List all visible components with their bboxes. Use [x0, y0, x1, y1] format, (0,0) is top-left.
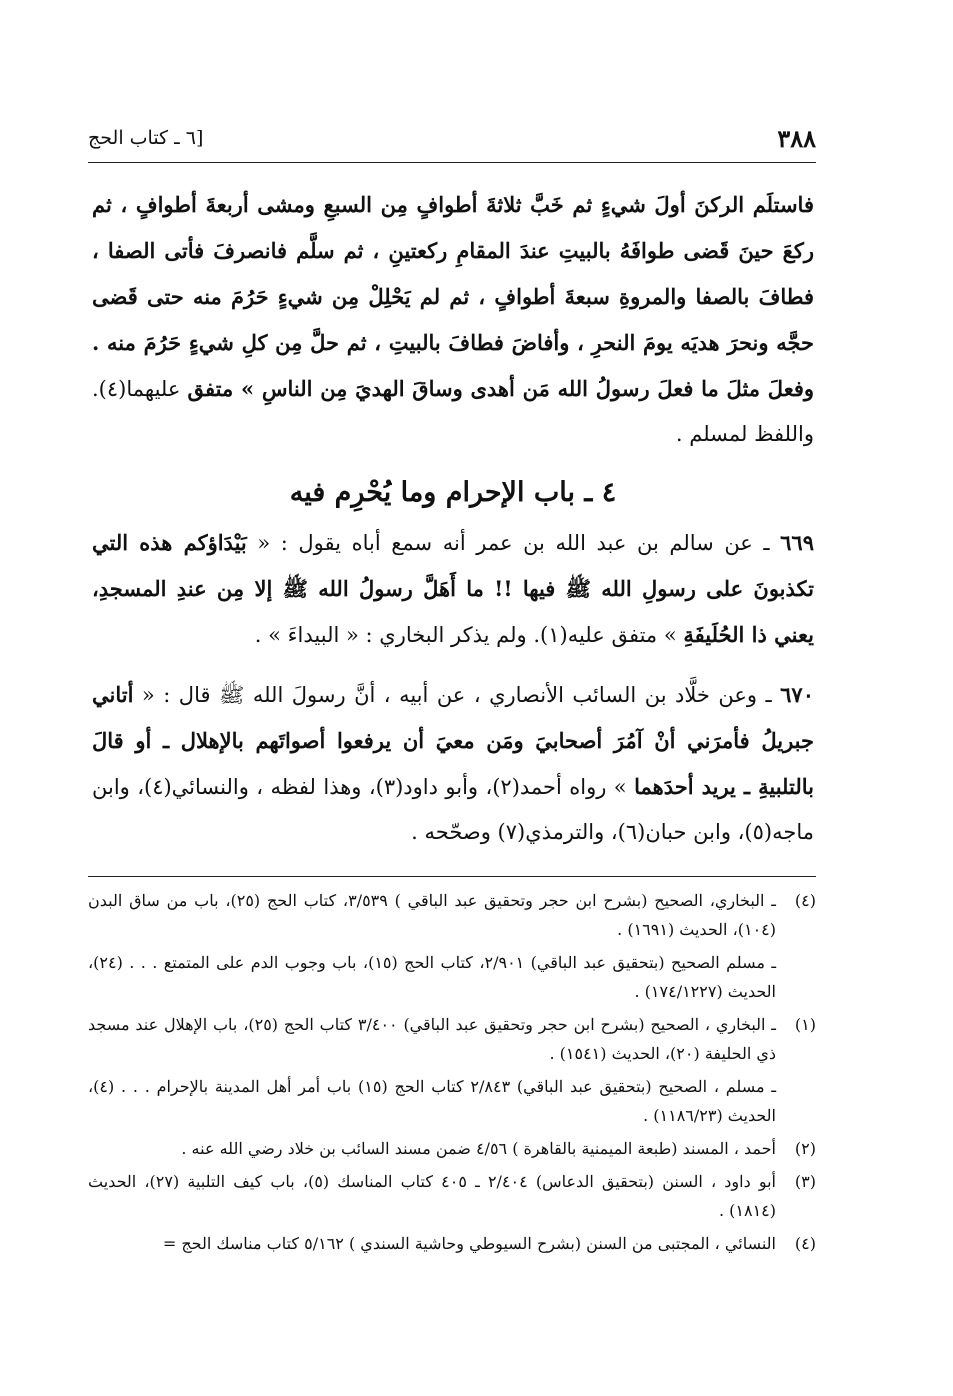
footnote [88, 1134, 816, 1163]
footnote-number [776, 948, 816, 1006]
footnote-text: ـ البخاري ، الصحيح (بشرح ابن حجر وتحقيق عبد الباقي) ٣/٤٠٠ كتاب الحج (٢٥)، باب الإهلال عند مسجد ذي الحليفة (٢٠)، الحديث (١٥٤١) . [88, 1015, 776, 1063]
citation-text: عليهما(٤). واللفظ لمسلم . [92, 377, 814, 446]
hadith-citation: » رواه أحمد(٢)، وأبو داود(٣)، وهذا لفظه ، والنسائي(٤)، وابن ماجه(٥)، وابن حبان(٦)، والترمذي(٧) وصحّحه . [92, 775, 814, 844]
footnote-number: (٤) [794, 891, 816, 910]
hadith-citation: » متفق عليه(١). ولم يذكر البخاري : « البيداءَ » . [254, 623, 677, 647]
hadith-670 [92, 672, 814, 855]
footnote [88, 1229, 816, 1258]
main-text [92, 182, 814, 855]
hadith-matn: أتاني جبريلُ فأمرَني أنْ آمُرَ أصحابيَ ومَن معيَ أن يرفعوا أصواتَهم بالإهلال ـ أو قالَ بالتلبيةِ ـ يريد أحدَهما [92, 682, 814, 799]
footnote-number: (٤) [794, 1234, 816, 1253]
footnote [88, 886, 816, 944]
footnote-text: أبو داود ، السنن (بتحقيق الدعاس) ٢/٤٠٤ ـ ٤٠٥ كتاب المناسك (٥)، باب كيف التلبية (٢٧)، الحديث (١٨١٤) . [88, 1172, 777, 1220]
hadith-number: ٦٦٩ [780, 530, 814, 555]
footnote [88, 948, 816, 1006]
footnote-text: ـ البخاري، الصحيح (بشرح ابن حجر وتحقيق عبد الباقي ) ٣/٥٣٩، كتاب الحج (٢٥)، باب من ساق البدن (١٠٤)، الحديث (١٦٩١) . [88, 891, 776, 939]
footnotes [88, 886, 816, 1262]
hadith-isnad: ـ عن سالم بن عبد الله بن عمر أنه سمع أباه يقول : « [257, 531, 770, 555]
hadith-isnad: ـ وعن خلَّاد بن السائب الأنصاري ، عن أبيه ، أنَّ رسولَ الله ﷺ قال : « [141, 683, 772, 707]
page-header [88, 118, 816, 163]
chapter-title: ٤ ـ باب الإحرام وما يُحْرِم فيه [289, 477, 617, 508]
footnote-text: ـ مسلم ، الصحيح (بتحقيق عبد الباقي) ٢/٨٤٣ كتاب الحج (١٥) باب أمر أهل المدينة بالإحرام . . . (٤)، الحديث (١١٨٦/٢٣) . [88, 1077, 777, 1125]
paragraph-continuation [92, 182, 814, 457]
footnote-number: (٣) [794, 1172, 816, 1191]
hadith-matn: بَيْدَاؤكم هذه التي تكذبونَ على رسولِ الله ﷺ فيها !! ما أَهَلَّ رسولُ الله ﷺ إلا مِن عندِ المسجدِ، يعني ذا الحُلَيفَةِ [92, 530, 814, 647]
hadith-number: ٦٧٠ [780, 682, 814, 707]
footnote-text: أحمد ، المسند (طبعة الميمنية بالقاهرة ) ٤/٥٦ ضمن مسند السائب بن خلاد رضي الله عنه . [181, 1139, 776, 1158]
footnote [88, 1010, 816, 1068]
page-number: ٣٨٨ [777, 123, 816, 153]
footnote-number: (٢) [794, 1139, 816, 1158]
footnote-divider [88, 876, 816, 877]
footnote-number: (١) [794, 1015, 816, 1034]
running-head: [٦ ـ كتاب الحج [88, 127, 204, 149]
footnote [88, 1072, 816, 1130]
hadith-text: فاستلَم الركنَ أولَ شيءٍ ثم خَبَّ ثلاثةَ أطوافٍ مِن السبعِ ومشى أربعةَ أطوافٍ ، ثم ركعَ حينَ قَضى طوافَهُ بالبيتِ عندَ المقامِ ركعتينِ ، ثم سلَّم فانصرفَ فأتى الصفا ، فطافَ بالصفا والمروةِ سبعةَ أطوافٍ ، ثم لم يَحْلِلْ مِن شيءٍ حَرُمَ منه حتى قَضى حجَّه ونحرَ هديَه يومَ النحرِ ، وأفاضَ فطافَ بالبيتِ ، ثم حلَّ مِن كلِ شيءٍ حَرُمَ منه . وفعلَ مثلَ ما فعلَ رسولُ الله مَن أهدى وساقَ الهديَ مِن الناسِ » متفق [92, 192, 815, 401]
hadith-669 [92, 520, 814, 658]
footnote [88, 1167, 816, 1225]
footnote-number [776, 1072, 816, 1130]
footnote-text: النسائي ، المجتبى من السنن (بشرح السيوطي وحاشية السندي ) ٥/١٦٢ كتاب مناسك الحج = [162, 1234, 776, 1253]
footnote-text: ـ مسلم الصحيح (بتحقيق عبد الباقي) ٢/٩٠١، كتاب الحج (١٥)، باب وجوب الدم على المتمتع . . . (٢٤)، الحديث (١٧٤/١٢٢٧) . [88, 953, 777, 1001]
